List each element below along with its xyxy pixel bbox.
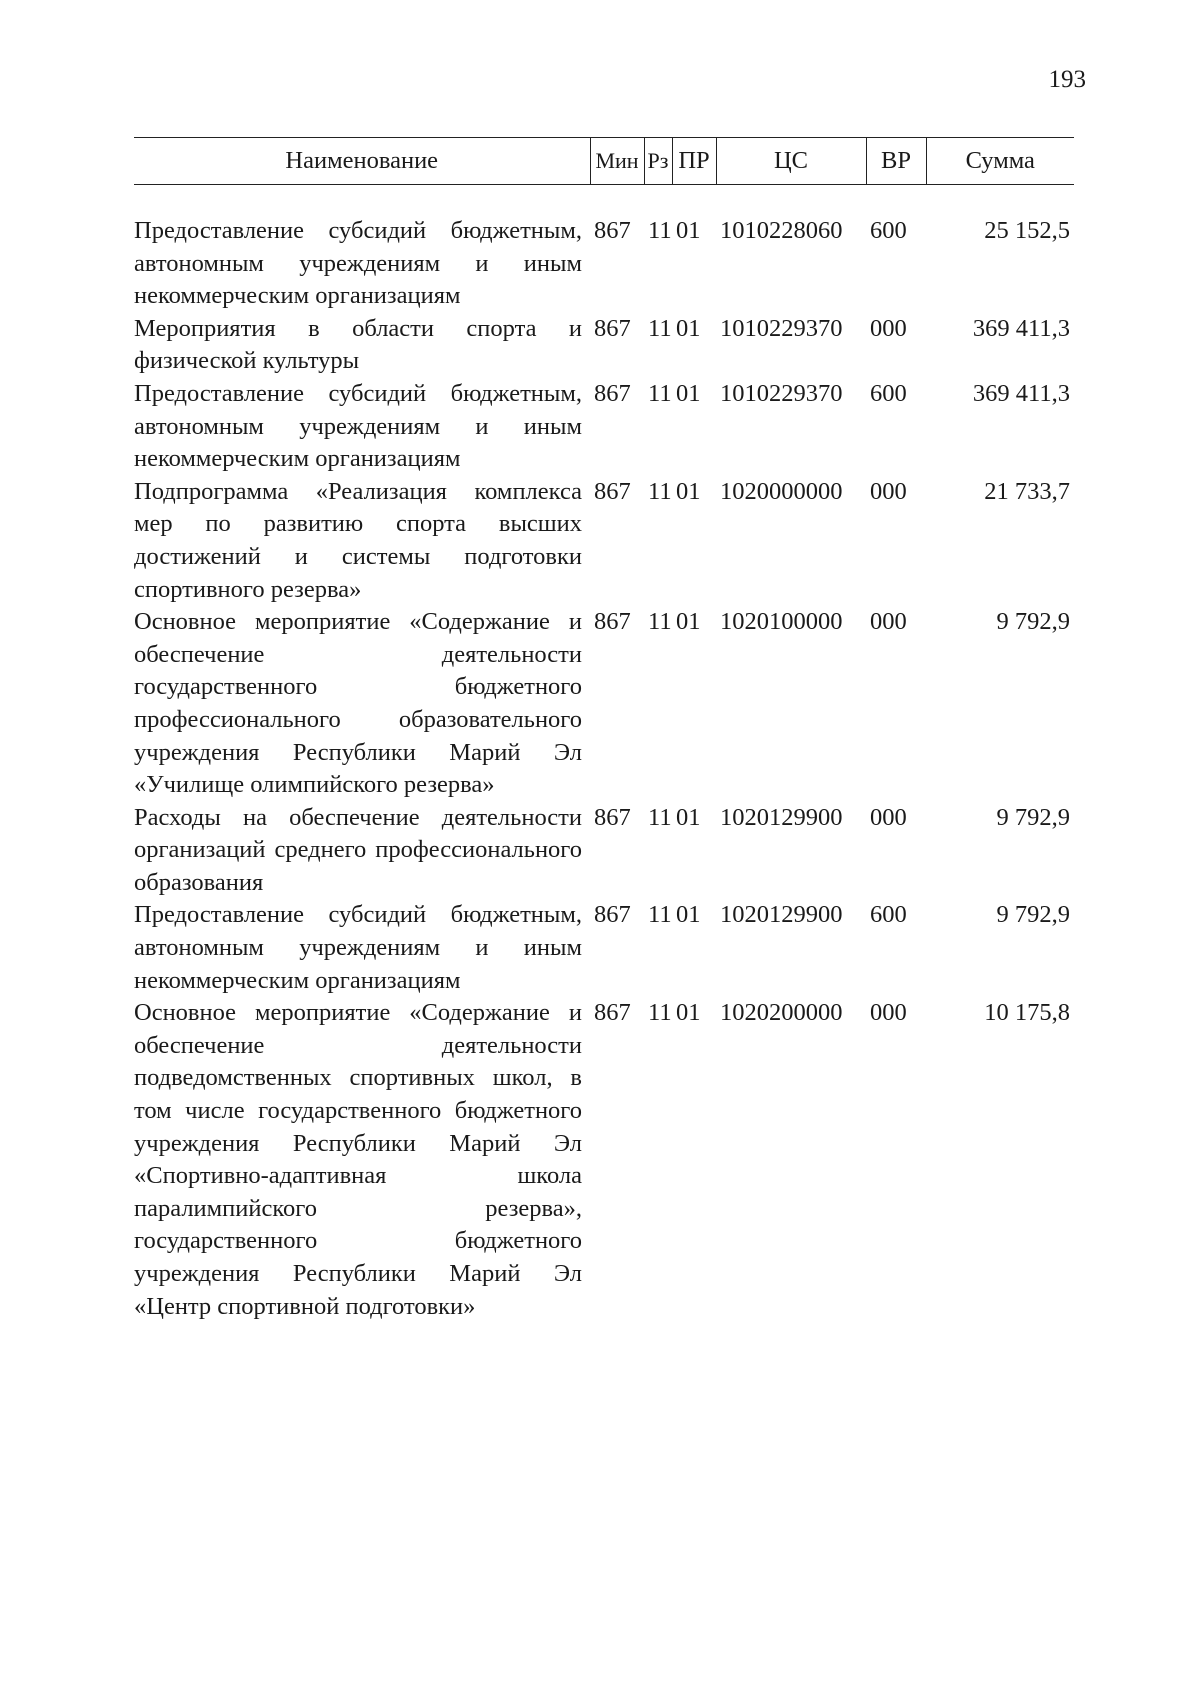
row-min: 867 xyxy=(594,477,631,505)
row-name: Основное мероприятие «Содержание и обеспечение деятельности государственного бюджетного профессионального образовательного учреждения Республики Марий Эл «Училище олимпийского резерва» xyxy=(134,608,582,799)
row-pr: 01 xyxy=(676,803,701,831)
row-cs: 1010228060 xyxy=(720,217,843,244)
header-pr: ПР xyxy=(672,138,716,185)
table-row xyxy=(134,606,1074,802)
row-sum: 369 411,3 xyxy=(972,379,1070,407)
row-vr: 000 xyxy=(870,803,907,831)
table-row xyxy=(134,802,1074,900)
row-name: Предоставление субсидий бюджетным, автономным учреждениям и иным некоммерческим организациям xyxy=(134,901,582,994)
table-row xyxy=(134,313,1074,378)
row-name: Основное мероприятие «Содержание и обеспечение деятельности подведомственных спортивных школ, в том числе государственного бюджетного учреждения Республики Марий Эл «Спортивно-адаптивная школа паралимпийского резерва», государственного бюджетного учреждения Республики Марий Эл «Центр спортивной подготовки» xyxy=(134,999,582,1320)
row-pr: 01 xyxy=(676,999,701,1027)
row-vr: 000 xyxy=(870,314,907,342)
row-min: 867 xyxy=(594,803,631,831)
row-rz: 11 xyxy=(648,999,672,1027)
header-name: Наименование xyxy=(134,138,590,185)
table-row xyxy=(134,476,1074,606)
row-min: 867 xyxy=(594,901,631,929)
table-header xyxy=(134,138,1074,185)
header-vr: ВР xyxy=(866,138,926,185)
row-rz: 11 xyxy=(648,217,672,244)
header-cs: ЦС xyxy=(716,138,866,185)
row-pr: 01 xyxy=(676,379,701,407)
header-min: Мин xyxy=(590,138,644,185)
row-min: 867 xyxy=(594,217,631,244)
row-name: Предоставление субсидий бюджетным, автономным учреждениям и иным некоммерческим организациям xyxy=(134,217,582,310)
row-name: Подпрограмма «Реализация комплекса мер по развитию спорта высших достижений и системы подготовки спортивного резерва» xyxy=(134,477,582,603)
row-vr: 600 xyxy=(870,217,907,244)
row-cs: 1020129900 xyxy=(720,803,843,831)
table-body xyxy=(134,185,1074,1324)
row-rz: 11 xyxy=(648,314,672,342)
table-row xyxy=(134,899,1074,997)
row-pr: 01 xyxy=(676,901,701,929)
row-name: Мероприятия в области спорта и физической культуры xyxy=(134,314,582,375)
row-vr: 000 xyxy=(870,999,907,1027)
row-cs: 1020129900 xyxy=(720,901,843,929)
row-rz: 11 xyxy=(648,803,672,831)
row-min: 867 xyxy=(594,608,631,636)
row-sum: 10 175,8 xyxy=(984,999,1070,1027)
row-pr: 01 xyxy=(676,477,701,505)
row-min: 867 xyxy=(594,999,631,1027)
row-cs: 1010229370 xyxy=(720,379,843,407)
header-sum: Сумма xyxy=(926,138,1074,185)
row-cs: 1020200000 xyxy=(720,999,843,1027)
row-name: Расходы на обеспечение деятельности организаций среднего профессионального образования xyxy=(134,803,582,896)
table-row xyxy=(134,997,1074,1323)
row-min: 867 xyxy=(594,379,631,407)
budget-table xyxy=(134,137,1074,1323)
row-sum: 9 792,9 xyxy=(996,608,1070,636)
row-sum: 9 792,9 xyxy=(996,901,1070,929)
row-rz: 11 xyxy=(648,379,672,407)
row-cs: 1010229370 xyxy=(720,314,843,342)
header-rz: Рз xyxy=(644,138,672,185)
row-rz: 11 xyxy=(648,477,672,505)
table-row xyxy=(134,215,1074,313)
page-number: 193 xyxy=(1048,66,1086,93)
row-sum: 369 411,3 xyxy=(972,314,1070,342)
row-sum: 21 733,7 xyxy=(984,477,1070,505)
row-pr: 01 xyxy=(676,314,701,342)
row-sum: 9 792,9 xyxy=(996,803,1070,831)
table-row xyxy=(134,378,1074,476)
row-rz: 11 xyxy=(648,901,672,929)
row-pr: 01 xyxy=(676,217,701,244)
row-vr: 600 xyxy=(870,379,907,407)
row-vr: 000 xyxy=(870,477,907,505)
row-vr: 600 xyxy=(870,901,907,929)
row-sum: 25 152,5 xyxy=(984,217,1070,244)
row-min: 867 xyxy=(594,314,631,342)
row-cs: 1020000000 xyxy=(720,477,843,505)
row-name: Предоставление субсидий бюджетным, автономным учреждениям и иным некоммерческим организациям xyxy=(134,379,582,473)
row-cs: 1020100000 xyxy=(720,608,843,636)
row-vr: 000 xyxy=(870,608,907,636)
row-pr: 01 xyxy=(676,608,701,636)
row-rz: 11 xyxy=(648,608,672,636)
